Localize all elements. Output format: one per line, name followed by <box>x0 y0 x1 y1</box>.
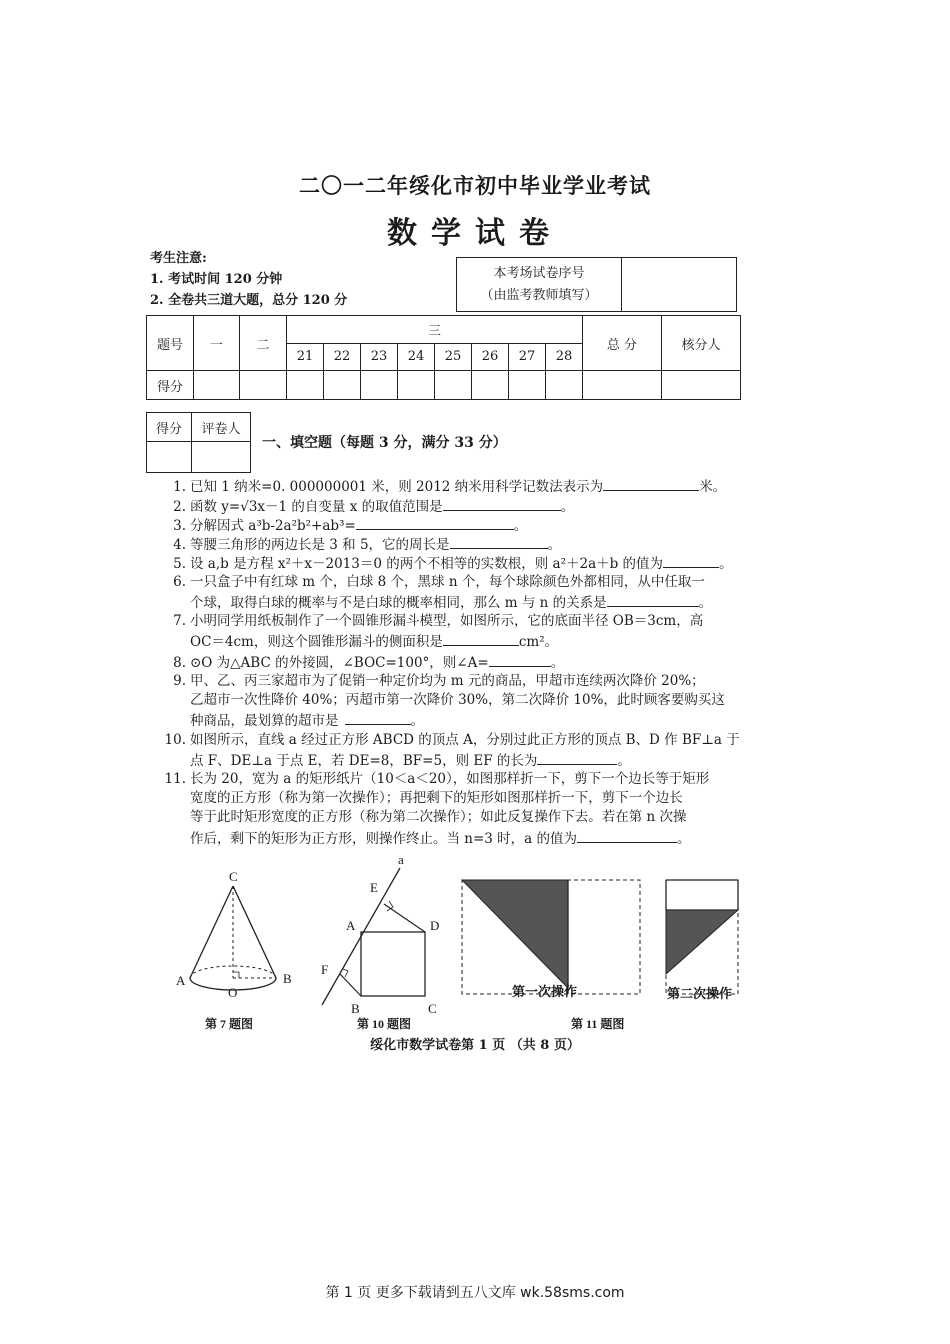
question-number: 3. <box>173 518 186 534</box>
question-text: ⊙O 为△ABC 的外接圆，∠BOC=100°，则∠A= <box>190 655 489 671</box>
score-cell[interactable] <box>361 371 398 400</box>
question-11 <box>160 770 740 849</box>
score-cell[interactable] <box>546 371 583 400</box>
grader-name-cell[interactable] <box>192 442 251 473</box>
score-cell[interactable] <box>194 371 240 400</box>
cone-label-a: A <box>176 973 186 988</box>
figure-11-caption: 第 11 题图 <box>571 1017 625 1031</box>
answer-blank[interactable] <box>443 496 561 511</box>
question-text-line2: OC＝4cm，则这个圆锥形漏斗的侧面积是 <box>190 634 443 651</box>
answer-blank[interactable] <box>603 476 699 491</box>
question-text: 函数 y=√3x－1 的自变量 x 的取值范围是 <box>190 499 443 515</box>
answer-blank[interactable] <box>345 710 411 725</box>
score-cell[interactable] <box>287 371 324 400</box>
question-number: 4. <box>173 537 186 553</box>
question-text: 如图所示，直线 a 经过正方形 ABCD 的顶点 A，分别过此正方形的顶点 B、D 作 BF⊥a 于 <box>190 732 740 748</box>
question-number: 9. <box>173 673 186 689</box>
score-cell[interactable] <box>509 371 546 400</box>
question-text-line2: 个球，取得白球的概率与不是白球的概率相同，那么 m 与 n 的关系是 <box>190 595 607 612</box>
question-8 <box>160 652 740 673</box>
q21-header: 21 <box>287 343 324 371</box>
question-text-line3: 种商品，最划算的超市是 <box>190 713 339 730</box>
figure-7-caption: 第 7 题图 <box>205 1017 254 1031</box>
question-tail: 。 <box>547 537 562 553</box>
cone-label-o: O <box>228 985 238 1000</box>
question-text: 小明同学用纸板制作了一个圆锥形漏斗模型，如图所示，它的底面半径 OB＝3cm，高 <box>190 613 704 629</box>
first-operation-label: 第一次操作 <box>512 984 578 999</box>
q28-header: 28 <box>546 343 583 371</box>
question-number-header: 题号 <box>147 316 194 371</box>
serial-value-cell[interactable] <box>622 258 737 312</box>
question-text-line3: 等于此时矩形宽度的正方形（称为第二次操作）；如此反复操作下去。若在第 n 次操 <box>190 809 687 826</box>
question-number: 1. <box>173 479 186 495</box>
square-figure <box>321 852 439 1016</box>
part-three-header: 三 <box>287 316 583 344</box>
grader-name-label: 评卷人 <box>192 413 251 442</box>
question-tail: 。 <box>410 713 424 730</box>
serial-number-box <box>456 257 737 312</box>
q23-header: 23 <box>361 343 398 371</box>
question-text: 已知 1 纳米=0. 000000001 米，则 2012 纳米用科学记数法表示为 <box>190 479 604 495</box>
total-score-cell[interactable] <box>583 371 662 400</box>
part-one-header: 一 <box>194 316 240 371</box>
answer-blank[interactable] <box>450 534 548 549</box>
question-5 <box>160 553 740 574</box>
score-cell[interactable] <box>324 371 361 400</box>
question-text: 甲、乙、丙三家超市为了促销一种定价均为 m 元的商品，甲超市连续两次降价 20%； <box>190 673 705 689</box>
question-number: 10. <box>164 732 186 748</box>
exam-title: 二〇一二年绥化市初中毕业学业考试 <box>299 173 651 198</box>
answer-blank[interactable] <box>356 515 514 530</box>
q26-header: 26 <box>472 343 509 371</box>
figure-10-caption: 第 10 题图 <box>357 1017 412 1031</box>
question-text: 一只盒子中有红球 m 个，白球 8 个，黑球 n 个，每个球除颜色外都相同，从中任取一 <box>190 574 705 590</box>
question-1 <box>160 476 740 497</box>
grader-box <box>146 412 251 473</box>
q25-header: 25 <box>435 343 472 371</box>
section-one-title: 一、填空题（每题 3 分，满分 33 分） <box>262 435 507 451</box>
question-text: 设 a,b 是方程 x²＋x－2013＝0 的两个不相等的实数根，则 a²＋2a＋b 的值为 <box>190 556 664 572</box>
question-9 <box>160 672 740 732</box>
question-tail: 。 <box>719 556 733 572</box>
question-6 <box>160 573 740 613</box>
score-cell[interactable] <box>398 371 435 400</box>
checker-header: 核分人 <box>662 316 741 371</box>
score-cell[interactable] <box>472 371 509 400</box>
note-item: 1. 考试时间 120 分钟 <box>150 272 283 287</box>
checker-cell[interactable] <box>662 371 741 400</box>
question-tail: 。 <box>617 753 631 770</box>
question-number: 11. <box>164 771 186 787</box>
question-text: 分解因式 a³b-2a²b²+ab³= <box>190 518 356 534</box>
answer-blank[interactable] <box>537 750 617 765</box>
square-label-a-line: a <box>398 852 404 867</box>
note-item: 2. 全卷共三道大题，总分 120 分 <box>150 293 348 308</box>
answer-blank[interactable] <box>443 631 519 646</box>
q22-header: 22 <box>324 343 361 371</box>
grader-score-label: 得分 <box>147 413 192 442</box>
square-label-e: E <box>370 880 378 895</box>
first-operation-figure <box>462 880 640 999</box>
question-number: 2. <box>173 499 186 515</box>
question-tail: 米。 <box>699 479 727 495</box>
score-cell[interactable] <box>240 371 287 400</box>
answer-blank[interactable] <box>577 828 677 843</box>
answer-blank[interactable] <box>607 592 699 607</box>
question-tail: 。 <box>560 499 575 515</box>
question-text-line2: 宽度的正方形（称为第一次操作）；再把剩下的矩形如图那样折一下，剪下一个边长 <box>190 790 683 807</box>
paper-title: 数学试卷 <box>387 216 563 251</box>
question-number: 6. <box>173 574 186 590</box>
square-label-d: D <box>430 918 440 933</box>
question-text-line4: 作后，剩下的矩形为正方形，则操作终止。当 n=3 时，a 的值为 <box>190 830 578 847</box>
score-row-label: 得分 <box>147 371 194 400</box>
square-label-f: F <box>321 962 329 977</box>
question-tail: cm²。 <box>518 634 559 651</box>
part-two-header: 二 <box>240 316 287 371</box>
page-info: 绥化市数学试卷第 1 页 （共 8 页） <box>370 1038 580 1053</box>
score-cell[interactable] <box>435 371 472 400</box>
second-operation-figure <box>666 880 738 1001</box>
question-number: 5. <box>173 556 186 572</box>
question-tail: 。 <box>698 595 713 612</box>
square-label-b: B <box>351 1001 360 1016</box>
question-text-line2: 点 F、DE⊥a 于点 E，若 DE=8，BF=5，则 EF 的长为 <box>190 753 538 770</box>
serial-label <box>457 258 622 312</box>
footer: 第 1 页 更多下载请到五八文库 wk.58sms.com <box>325 1285 625 1301</box>
q27-header: 27 <box>509 343 546 371</box>
square-label-a: A <box>346 918 356 933</box>
serial-label-line2: （由监考教师填写） <box>480 287 598 303</box>
question-tail: 。 <box>513 518 528 534</box>
question-tail: 。 <box>677 830 691 847</box>
question-text: 长为 20，宽为 a 的矩形纸片（10＜a＜20），如图那样折一下，剪下一个边长等于矩形 <box>190 771 710 787</box>
answer-blank[interactable] <box>663 553 719 568</box>
question-number: 8. <box>173 655 186 671</box>
question-7 <box>160 612 740 652</box>
question-tail: 。 <box>550 655 565 671</box>
q24-header: 24 <box>398 343 435 371</box>
total-header: 总 分 <box>583 316 662 371</box>
cone-figure <box>176 869 292 1000</box>
second-operation-label: 第二次操作 <box>667 986 733 1001</box>
question-text: 等腰三角形的两边长是 3 和 5，它的周长是 <box>190 537 450 553</box>
question-text-line2: 乙超市一次性降价 40%；丙超市第一次降价 30%，第二次降价 10%，此时顾客要购买这 <box>190 692 725 709</box>
cone-label-c: C <box>229 869 238 884</box>
answer-blank[interactable] <box>489 652 551 667</box>
figures-area <box>0 850 950 1040</box>
cone-label-b: B <box>283 971 292 986</box>
square-label-c: C <box>428 1001 437 1016</box>
serial-label-line1: 本考场试卷序号 <box>493 265 585 281</box>
score-table <box>146 315 741 400</box>
question-number: 7. <box>173 613 186 629</box>
question-10 <box>160 731 740 771</box>
notes-heading: 考生注意: <box>150 251 207 266</box>
grader-score-cell[interactable] <box>147 442 192 473</box>
candidate-notes <box>150 248 347 311</box>
